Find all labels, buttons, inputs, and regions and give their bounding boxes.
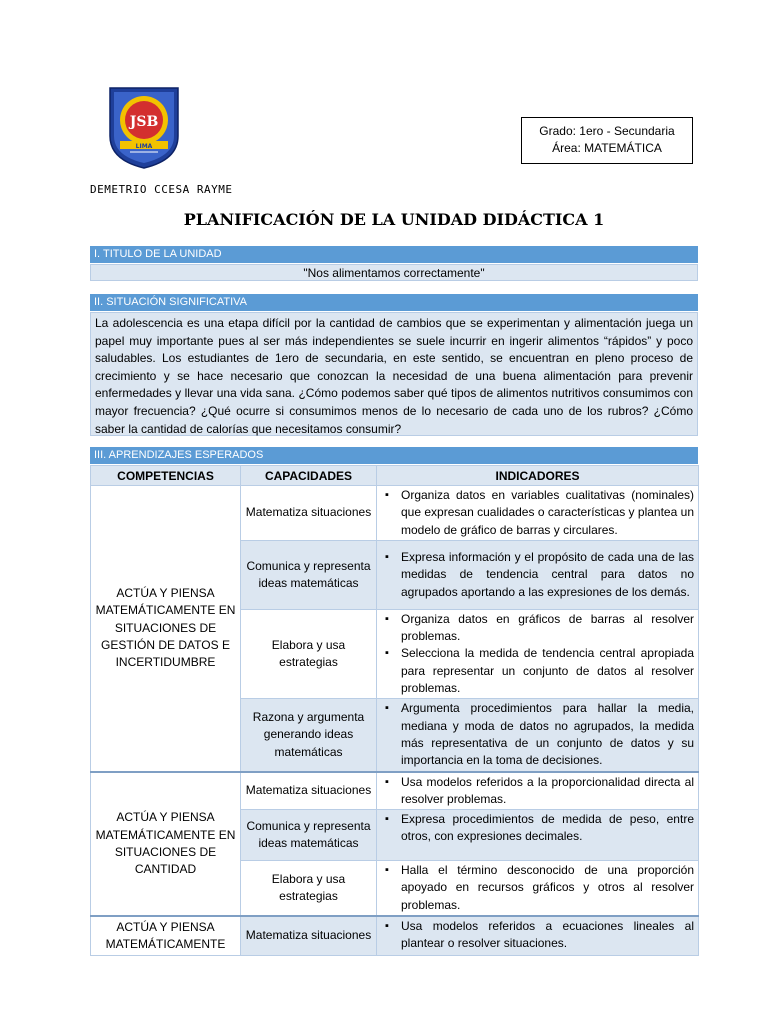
learning-table [90, 465, 699, 956]
logo-banner: LIMA [135, 143, 153, 150]
author-name: DEMETRIO CCESA RAYME [90, 183, 233, 196]
indicador-item: ▪ Expresa procedimientos de medida de peso, entre otros, con expresiones decimales. [381, 811, 694, 846]
capacidad-cell: Elabora y usa estrategias [241, 861, 377, 916]
grade-label: Grado: 1ero - Secundaria [539, 124, 675, 138]
school-crest-icon [108, 86, 180, 170]
capacidad-cell: Elabora y usa estrategias [241, 609, 377, 698]
indicador-item: ▪ Usa modelos referidos a ecuaciones lineales al plantear o resolver situaciones. [381, 918, 694, 953]
competencia-cell: ACTÚA Y PIENSA MATEMÁTICAMENTE EN SITUACIONES DE CANTIDAD [91, 772, 241, 916]
capacidad-cell: Matematiza situaciones [241, 486, 377, 541]
table-row [91, 916, 699, 956]
capacidad-cell: Matematiza situaciones [241, 772, 377, 810]
table-header-row [91, 466, 699, 486]
section-situation-header: II. SITUACIÓN SIGNIFICATIVA [90, 294, 698, 311]
capacidad-cell: Comunica y representa ideas matemáticas [241, 810, 377, 861]
indicador-item: ▪ Organiza datos en variables cualitativas (nominales) que expresan cualidades o características y plantea un modelo de gráfico de barras y circulares. [381, 487, 694, 539]
indicador-cell [377, 916, 699, 956]
indicador-cell [377, 699, 699, 772]
table-row [91, 772, 699, 810]
capacidad-cell: Razona y argumenta generando ideas matemáticas [241, 699, 377, 772]
school-logo [108, 86, 180, 170]
table-row [91, 486, 699, 541]
indicador-cell [377, 810, 699, 861]
indicador-cell [377, 772, 699, 810]
indicador-item: ▪ Argumenta procedimientos para hallar la media, mediana y moda de datos no agrupados, la medida más representativa de un conjunto de datos y su importancia en la toma de decisiones. [381, 700, 694, 769]
indicador-cell [377, 861, 699, 916]
logo-initials: JSB [129, 114, 159, 130]
indicador-item: ▪ Expresa información y el propósito de cada una de las medidas de tendencia central para datos no agrupados aportando a las expresiones de los demás. [381, 549, 694, 601]
capacidad-cell: Comunica y representa ideas matemáticas [241, 540, 377, 609]
indicador-item: ▪ Organiza datos en gráficos de barras al resolver problemas. [381, 611, 694, 646]
competencia-cell: ACTÚA Y PIENSA MATEMÁTICAMENTE EN SITUACIONES DE GESTIÓN DE DATOS E INCERTIDUMBRE [91, 486, 241, 772]
area-label: Área: MATEMÁTICA [552, 141, 662, 155]
indicador-item: ▪ Halla el término desconocido de una proporción apoyado en recursos gráficos y otros al resolver problemas. [381, 862, 694, 914]
situation-text: La adolescencia es una etapa difícil por la cantidad de cambios que se experimentan y alimentación juega un papel muy importante pues al ser más independientes se suele incurrir en ingerir alimentos “rápidos” y poco saludables. Los estudiantes de 1ero de secundaria, en este sentido, se encuentran en pleno proceso de crecimiento y se hace necesario que conozcan la necesidad de una buena alimentación para prevenir enfermedades y llevar una vida sana. ¿Cómo podemos saber qué tipos de alimentos nutritivos consumimos con mayor frecuencia? ¿Qué ocurre si consumimos menos de lo necesario de cada uno de los rubros? ¿Cómo saber la cantidad de calorías que necesitamos consumir? [90, 312, 698, 436]
page-title: PLANIFICACIÓN DE LA UNIDAD DIDÁCTICA 1 [183, 210, 605, 229]
section-unit-title-header: I. TITULO DE LA UNIDAD [90, 246, 698, 263]
competencia-cell: ACTÚA Y PIENSA MATEMÁTICAMENTE [91, 916, 241, 956]
unit-title: "Nos alimentamos correctamente" [90, 264, 698, 281]
capacidad-cell: Matematiza situaciones [241, 916, 377, 956]
indicador-cell [377, 609, 699, 698]
indicador-cell [377, 540, 699, 609]
grade-area-box [521, 117, 693, 164]
column-header-capacidades: CAPACIDADES [241, 466, 377, 486]
indicador-item: ▪ Usa modelos referidos a la proporcionalidad directa al resolver problemas. [381, 774, 694, 809]
column-header-competencias: COMPETENCIAS [91, 466, 241, 486]
section-learning-header: III. APRENDIZAJES ESPERADOS [90, 447, 698, 464]
indicador-item: ▪ Selecciona la medida de tendencia central apropiada para representar un conjunto de datos al resolver problemas. [381, 645, 694, 697]
indicador-cell [377, 486, 699, 541]
column-header-indicadores: INDICADORES [377, 466, 699, 486]
